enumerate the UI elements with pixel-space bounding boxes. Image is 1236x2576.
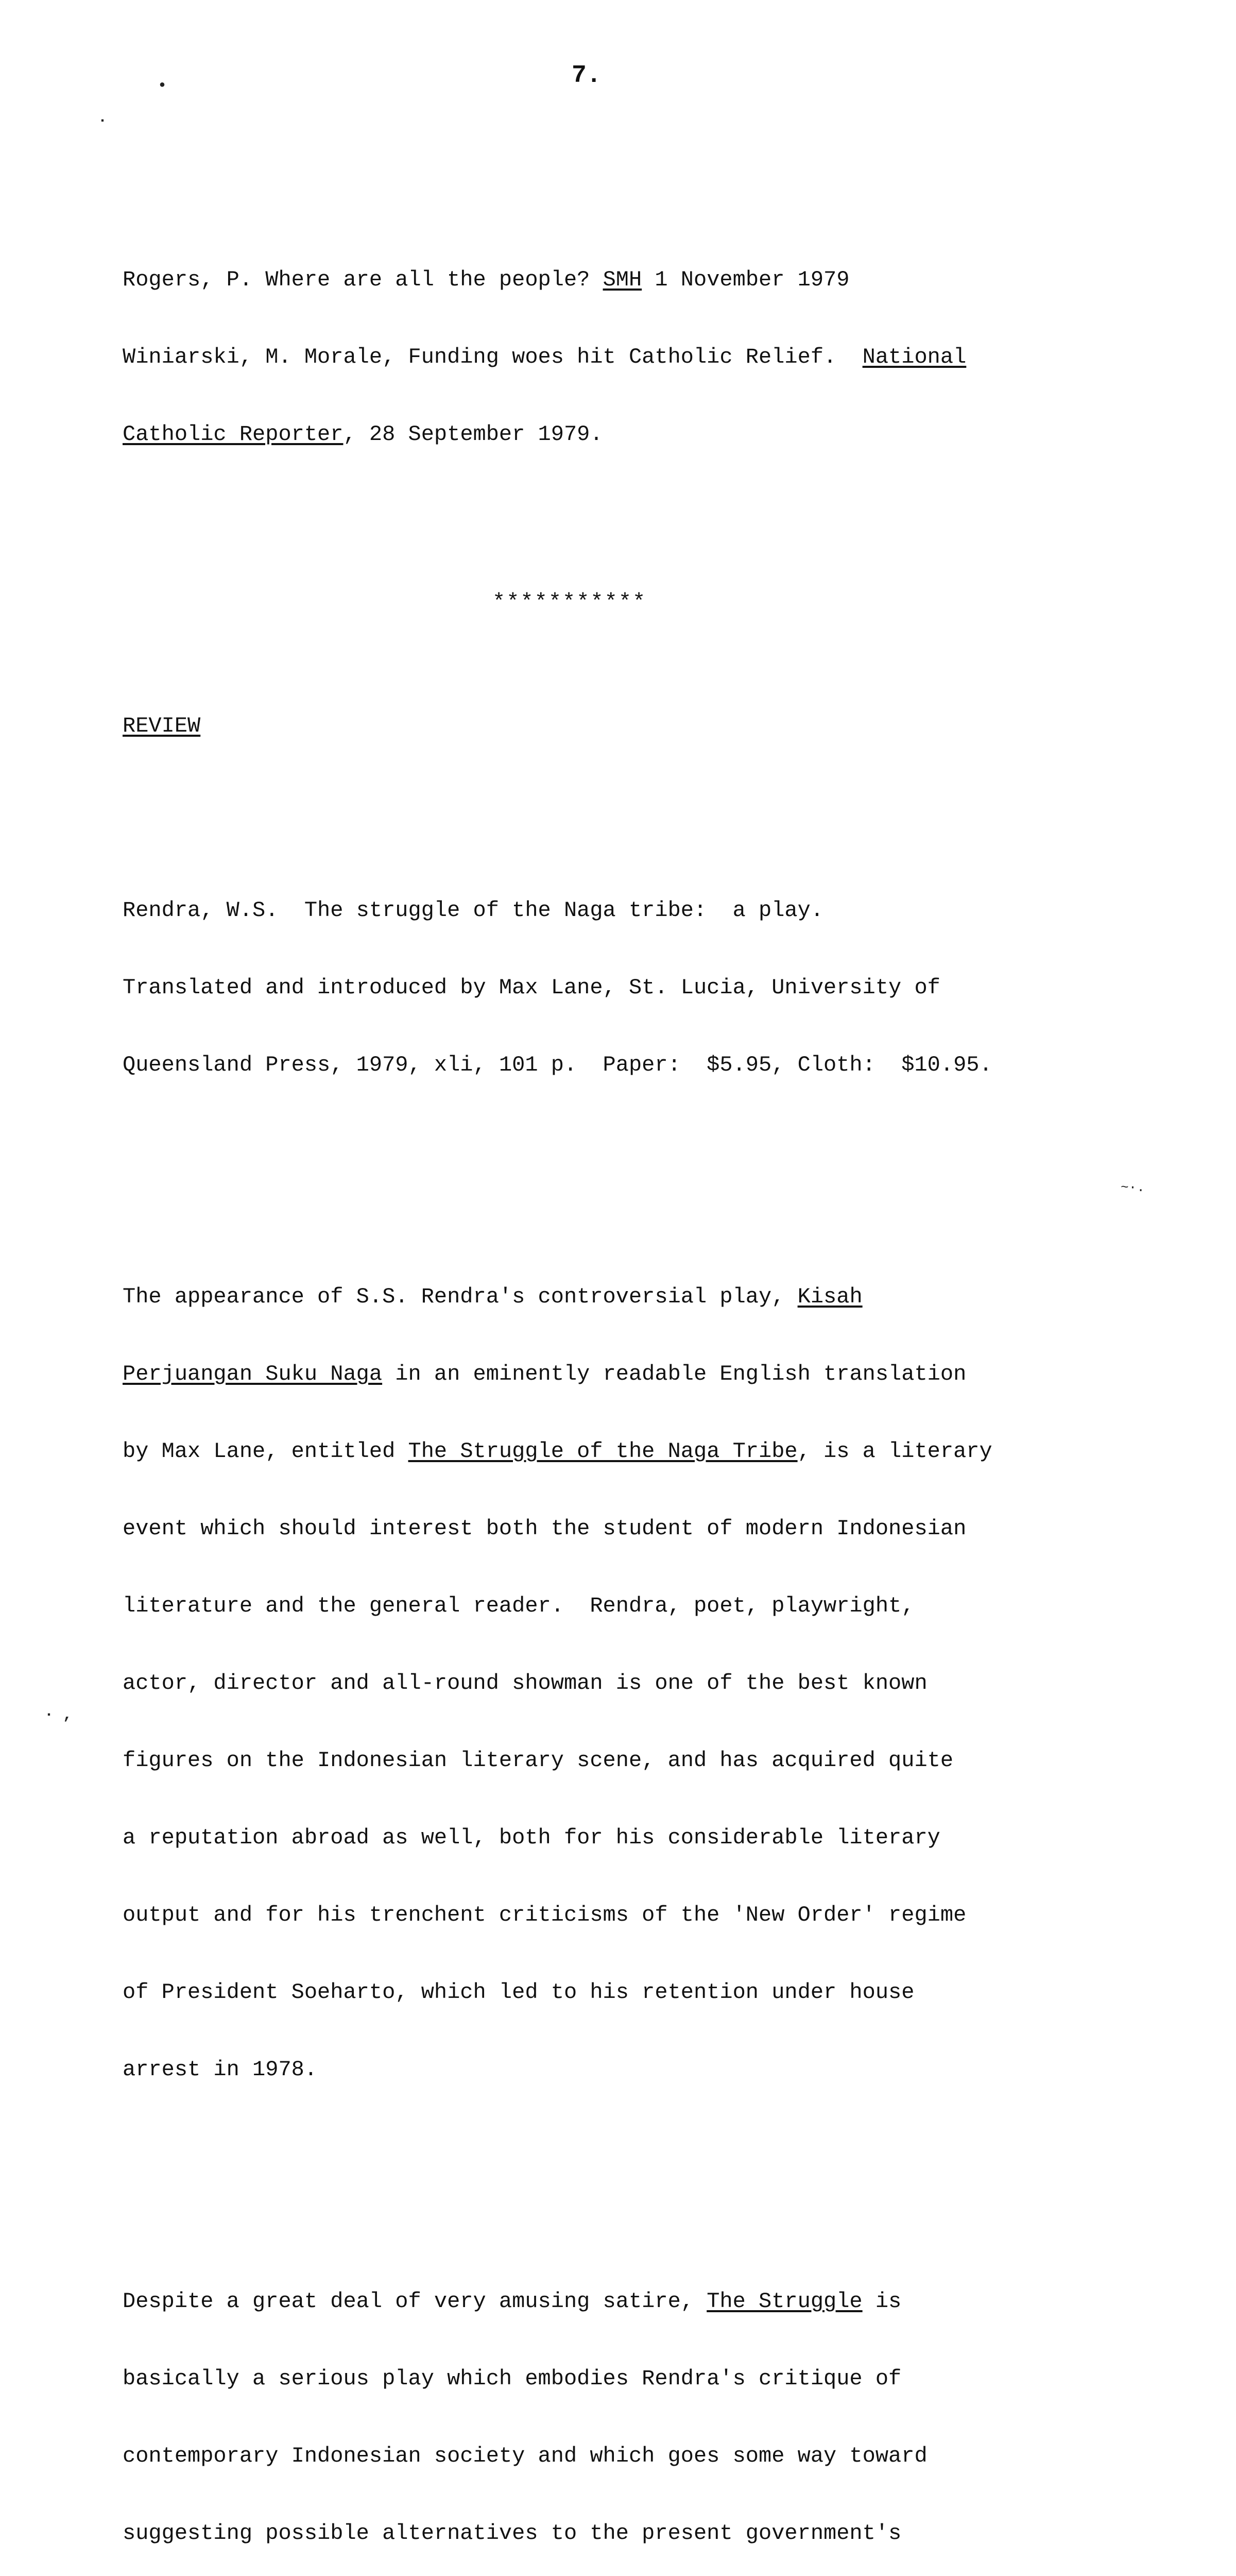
- source-title: Catholic Reporter: [123, 422, 344, 447]
- paragraph-line: [123, 1361, 1173, 1387]
- paragraph-line: figures on the Indonesian literary scene, and has acquired quite: [123, 1748, 954, 1773]
- paragraph-line: suggesting possible alternatives to the present government's: [123, 2521, 902, 2546]
- paragraph-line: arrest in 1978.: [123, 2057, 318, 2082]
- reference-winiarski-continued: [123, 421, 1173, 447]
- page-number: 7.: [572, 62, 602, 90]
- paragraph-line: actor, director and all-round showman is one of the best known: [123, 1671, 928, 1696]
- paragraph-line: literature and the general reader. Rendra, poet, playwright,: [123, 1594, 915, 1618]
- citation-line: Translated and introduced by Max Lane, St. Lucia, University of: [123, 975, 940, 1000]
- paragraph-line: event which should interest both the student of modern Indonesian: [123, 1516, 967, 1541]
- stray-dot-mark: ·: [98, 112, 108, 130]
- review-paragraph-2: [123, 2237, 1173, 2576]
- underlined-title: The Struggle: [707, 2289, 863, 2314]
- source-title: SMH: [603, 267, 642, 292]
- citation-line: Queensland Press, 1979, xli, 101 p. Paper: $5.95, Cloth: $10.95.: [123, 1053, 992, 1077]
- reference-list: [123, 215, 1173, 499]
- review-citation: [123, 846, 1173, 1129]
- paragraph-line: a reputation abroad as well, both for his considerable literary: [123, 1825, 940, 1850]
- stray-bullet-mark: •: [158, 77, 167, 95]
- reference-text: Rogers, P. Where are all the people?: [123, 267, 603, 292]
- reference-rogers: [123, 267, 1173, 293]
- reference-text: Winiarski, M. Morale, Funding woes hit Catholic Relief.: [123, 345, 863, 369]
- paragraph-line: [123, 1284, 1173, 1310]
- page-text: [123, 138, 1173, 2576]
- reference-winiarski: [123, 344, 1173, 370]
- underlined-title: Kisah: [797, 1284, 863, 1309]
- reference-text: 1 November 1979: [642, 267, 850, 292]
- section-separator: ***********: [492, 590, 647, 615]
- margin-scribble-mark: ~·.: [1121, 1180, 1145, 1195]
- line-text: Despite a great deal of very amusing satire,: [123, 2289, 707, 2314]
- paragraph-line: basically a serious play which embodies Rendra's critique of: [123, 2366, 902, 2391]
- underlined-title: The Struggle of the Naga Tribe: [408, 1439, 798, 1464]
- line-text: by Max Lane, entitled: [123, 1439, 408, 1464]
- line-text: in an eminently readable English translation: [382, 1362, 967, 1386]
- section-heading: REVIEW: [123, 714, 201, 738]
- paragraph-line: [123, 1438, 1173, 1464]
- citation-line: Rendra, W.S. The struggle of the Naga tribe: a play.: [123, 898, 824, 923]
- paragraph-line: [123, 2289, 1173, 2314]
- line-text: is: [862, 2289, 902, 2314]
- reference-text: , 28 September 1979.: [343, 422, 603, 447]
- line-text: The appearance of S.S. Rendra's controversial play,: [123, 1284, 798, 1309]
- review-paragraph-1: [123, 1232, 1173, 2134]
- paragraph-line: contemporary Indonesian society and which goes some way toward: [123, 2444, 928, 2468]
- source-title: National: [862, 345, 967, 369]
- paragraph-line: output and for his trenchent criticisms of the 'New Order' regime: [123, 1903, 967, 1927]
- line-text: , is a literary: [797, 1439, 992, 1464]
- paragraph-line: of President Soeharto, which led to his retention under house: [123, 1980, 915, 2005]
- margin-tick-mark: · ,: [44, 1706, 73, 1724]
- underlined-title: Perjuangan Suku Naga: [123, 1362, 383, 1386]
